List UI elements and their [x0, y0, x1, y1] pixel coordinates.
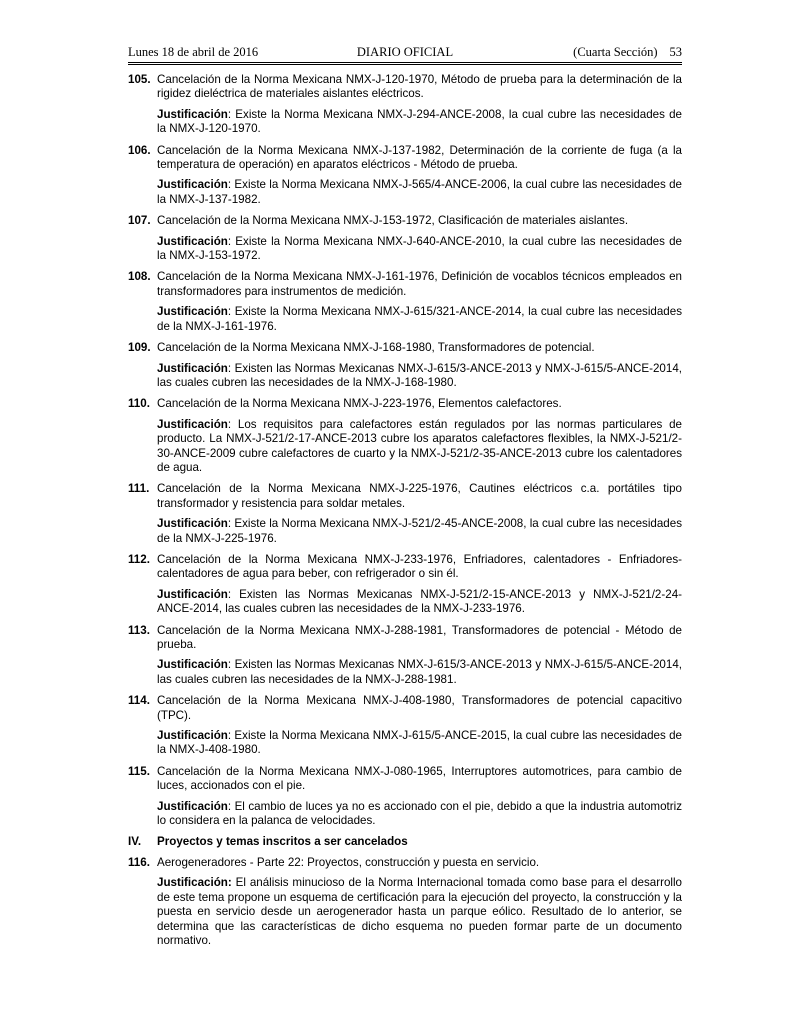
justification	[128, 588, 682, 617]
item-list	[128, 73, 682, 828]
justification-label: Justificación	[157, 587, 228, 601]
justification-label: Justificación	[157, 178, 228, 192]
justification-label: Justificación	[157, 658, 228, 672]
item-number: 107.	[128, 214, 151, 228]
justification-label: Justificación	[157, 417, 228, 431]
justification-label: Justificación	[157, 107, 228, 121]
justification	[128, 800, 682, 829]
document-body	[128, 73, 682, 955]
item-number: 109.	[128, 341, 151, 355]
header-section-label: (Cuarta Sección)	[573, 45, 658, 59]
list-item	[128, 270, 682, 299]
justification-text: : El cambio de luces ya no es accionado con el pie, debido a que la industria automotriz lo considera en la palanca de velocidades.	[157, 799, 682, 828]
justification-label: Justificación	[157, 517, 228, 531]
list-item	[128, 553, 682, 582]
justification-label: Justificación	[157, 799, 228, 813]
page-header	[128, 44, 682, 63]
justification-label: Justificación	[157, 361, 228, 375]
justification-text: : Existe la Norma Mexicana NMX-J-521/2-45-ANCE-2008, la cual cubre las necesidades de la NMX-J-225-1976.	[157, 517, 682, 545]
item-number: 106.	[128, 143, 151, 157]
list-item-116	[128, 856, 682, 870]
list-item	[128, 144, 682, 173]
item-text: Cancelación de la Norma Mexicana NMX-J-168-1980, Transformadores de potencial.	[157, 341, 595, 355]
item-text: Cancelación de la Norma Mexicana NMX-J-161-1976, Definición de vocablos técnicos empleados en transformadores para instrumentos de medición.	[157, 270, 682, 298]
item-text: Cancelación de la Norma Mexicana NMX-J-080-1965, Interruptores automotrices, para cambio de luces, accionados con el pie.	[157, 764, 682, 793]
justification-text: El análisis minucioso de la Norma Internacional tomada como base para el desarrollo de este tema propone un esquema de certificación para la ejecución del proyecto, la construcción y la puesta en servicio desde un aerogenerador hasta un parque eólico. Resultado de lo anterior, se determina que las características de dicho esquema no pueden formar parte de un documento normativo.	[157, 876, 682, 947]
justification	[128, 235, 682, 264]
justification-label: Justificación	[157, 305, 228, 319]
justification-text: : Existe la Norma Mexicana NMX-J-294-ANCE-2008, la cual cubre las necesidades de la NMX-J-120-1970.	[157, 107, 682, 136]
justification-116	[128, 876, 682, 948]
justification-text: : Existen las Normas Mexicanas NMX-J-615/3-ANCE-2013 y NMX-J-615/5-ANCE-2014, las cuales cubren las necesidades de la NMX-J-168-1980.	[157, 361, 682, 389]
section-iv-title: Proyectos y temas inscritos a ser cancelados	[157, 835, 408, 849]
item-text: Aerogeneradores - Parte 22: Proyectos, construcción y puesta en servicio.	[157, 855, 540, 869]
list-item	[128, 694, 682, 723]
item-text: Cancelación de la Norma Mexicana NMX-J-288-1981, Transformadores de potencial - Método de prueba.	[157, 623, 682, 651]
item-number: 116.	[128, 855, 150, 869]
justification-text: : Existe la Norma Mexicana NMX-J-615/5-ANCE-2015, la cual cubre las necesidades de la NMX-J-408-1980.	[157, 729, 682, 757]
item-number: 115.	[128, 764, 150, 778]
header-double-rule	[128, 64, 682, 65]
list-item	[128, 765, 682, 794]
item-number: 108.	[128, 270, 151, 284]
item-text: Cancelación de la Norma Mexicana NMX-J-137-1982, Determinación de la corriente de fuga (a la temperatura de operación) en aparatos eléctricos - Método de prueba.	[157, 143, 682, 172]
item-text: Cancelación de la Norma Mexicana NMX-J-120-1970, Método de prueba para la determinación de la rigidez dieléctrica de materiales aislantes eléctricos.	[157, 73, 682, 101]
justification-text: : Los requisitos para calefactores están regulados por las normas particulares de producto. La NMX-J-521/2-17-ANCE-2013 cubre los aparatos calefactores flexibles, la NMX-J-521/2-30-ANCE-2009 cubre calefactores de cuarto y la NMX-J-521/2-35-ANCE-2013 cubre los calentadores de agua.	[157, 417, 682, 474]
item-text: Cancelación de la Norma Mexicana NMX-J-153-1972, Clasificación de materiales aislantes.	[157, 214, 629, 228]
header-title: DIARIO OFICIAL	[356, 45, 454, 59]
justification-text: : Existe la Norma Mexicana NMX-J-640-ANCE-2010, la cual cubre las necesidades de la NMX-J-153-1972.	[157, 234, 682, 263]
item-number: 112.	[128, 552, 150, 566]
justification-text: : Existe la Norma Mexicana NMX-J-565/4-ANCE-2006, la cual cubre las necesidades de la NMX-J-137-1982.	[157, 178, 682, 206]
section-iv-number: IV.	[128, 835, 142, 849]
item-number: 105.	[128, 73, 151, 86]
list-item	[128, 482, 682, 511]
justification	[128, 108, 682, 137]
list-item	[128, 341, 682, 355]
justification-text: : Existen las Normas Mexicanas NMX-J-521/2-15-ANCE-2013 y NMX-J-521/2-24-ANCE-2014, las cuales cubren las necesidades de la NMX-J-233-1976.	[157, 587, 682, 616]
item-text: Cancelación de la Norma Mexicana NMX-J-233-1976, Enfriadores, calentadores - Enfriadores-calentadores de agua para beber, con refrigerador o sin él.	[157, 552, 682, 581]
justification	[128, 517, 682, 546]
justification	[128, 178, 682, 207]
justification	[128, 729, 682, 758]
header-section	[573, 45, 682, 60]
header-date: Lunes 18 de abril de 2016	[128, 45, 259, 59]
item-number: 113.	[128, 623, 150, 637]
header-page-number: 53	[669, 45, 682, 59]
justification	[128, 658, 682, 687]
justification	[128, 305, 682, 334]
list-item	[128, 73, 682, 102]
section-iv-heading	[128, 835, 682, 849]
list-item	[128, 214, 682, 228]
justification-text: : Existen las Normas Mexicanas NMX-J-615/3-ANCE-2013 y NMX-J-615/5-ANCE-2014, las cuales cubren las necesidades de la NMX-J-288-1981.	[157, 658, 682, 686]
item-number: 114.	[128, 694, 150, 708]
item-text: Cancelación de la Norma Mexicana NMX-J-223-1976, Elementos calefactores.	[157, 397, 562, 411]
justification-label: Justificación	[157, 234, 228, 248]
justification	[128, 362, 682, 391]
list-item	[128, 624, 682, 653]
item-number: 111.	[128, 482, 150, 496]
justification-label: Justificación	[157, 729, 228, 743]
justification	[128, 418, 682, 476]
item-text: Cancelación de la Norma Mexicana NMX-J-225-1976, Cautines eléctricos c.a. portátiles tipo transformador y resistencia para soldar metales.	[157, 482, 682, 510]
justification-text: : Existe la Norma Mexicana NMX-J-615/321-ANCE-2014, la cual cubre las necesidades de la NMX-J-161-1976.	[157, 305, 682, 333]
list-item	[128, 397, 682, 411]
justification-label: Justificación:	[157, 876, 232, 890]
item-text: Cancelación de la Norma Mexicana NMX-J-408-1980, Transformadores de potencial capacitivo (TPC).	[157, 694, 682, 722]
item-number: 110.	[128, 397, 150, 411]
